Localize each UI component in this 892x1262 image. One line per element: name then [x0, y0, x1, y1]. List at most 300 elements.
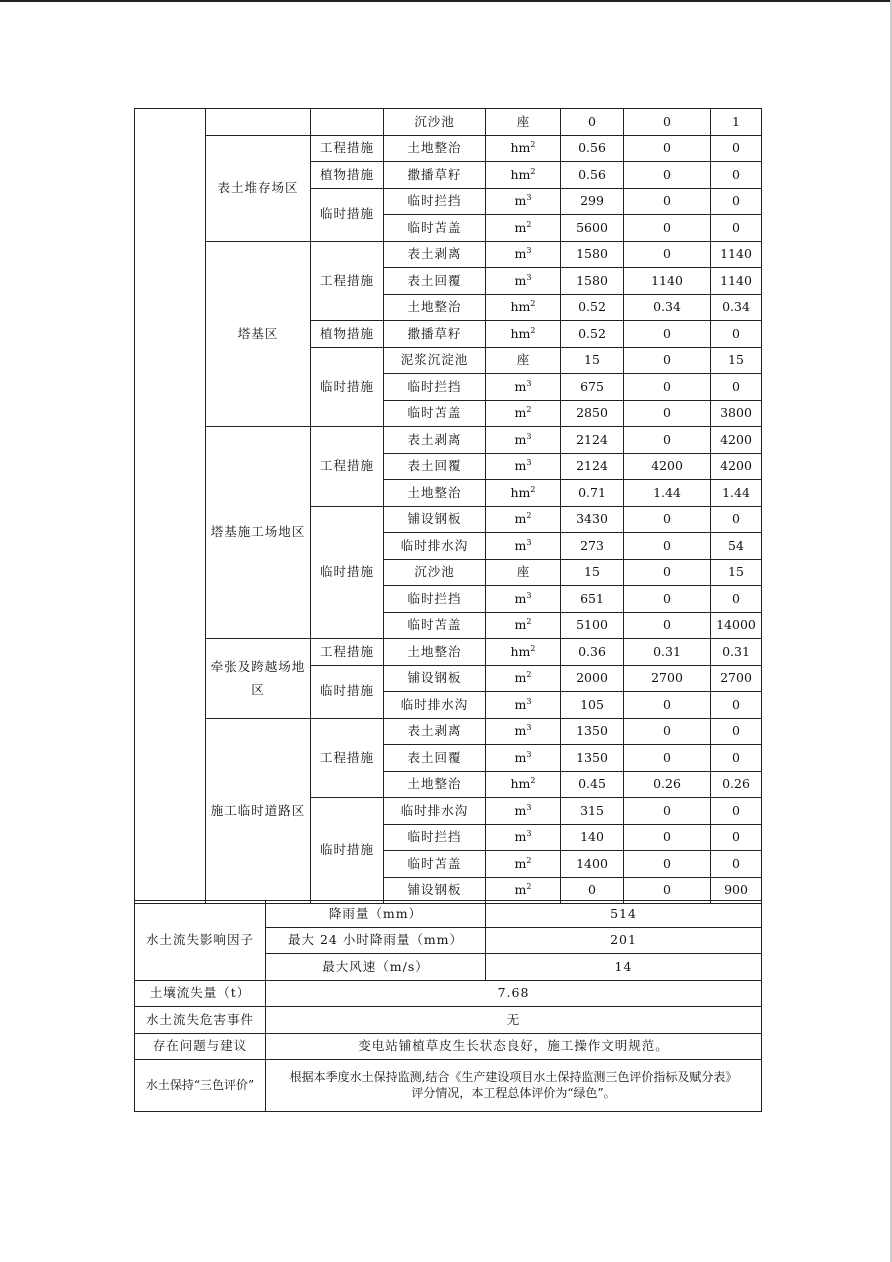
area-label: 表土堆存场区 — [217, 179, 299, 195]
hazard-label: 水土流失危害事件 — [135, 1007, 266, 1034]
unit-label: m — [514, 802, 527, 818]
item-cell — [384, 162, 486, 189]
item-label: 撒播草籽 — [407, 325, 462, 341]
unit-label: 座 — [516, 352, 530, 368]
area-cell — [206, 109, 311, 136]
value-text: 2700 — [720, 670, 752, 686]
factor-name: 最大风速（m/s） — [266, 954, 486, 981]
unit-cell — [486, 745, 561, 772]
measure-type-cell — [311, 321, 384, 348]
value-cell — [711, 215, 762, 242]
unit-cell — [486, 400, 561, 427]
value-text: 0.26 — [653, 776, 681, 792]
value-cell — [711, 718, 762, 745]
unit-cell — [486, 427, 561, 454]
item-label: 土地整治 — [407, 484, 462, 500]
value-cell — [624, 109, 711, 136]
measure-type-cell — [311, 241, 384, 321]
table-row — [135, 427, 762, 454]
value-cell — [711, 745, 762, 772]
value-text: 0.56 — [578, 140, 606, 156]
item-label: 临时排水沟 — [400, 802, 469, 818]
unit-exponent: 2 — [526, 882, 532, 892]
value-cell — [624, 824, 711, 851]
item-label: 表土回覆 — [407, 458, 462, 474]
unit-label: m — [514, 855, 527, 871]
issues-label: 存在问题与建议 — [135, 1033, 266, 1060]
value-cell — [561, 109, 624, 136]
value-text: 0 — [732, 378, 740, 394]
unit-exponent: 2 — [530, 325, 536, 335]
value-cell — [624, 400, 711, 427]
value-text: 900 — [724, 882, 748, 898]
area-label: 牵张及跨越场地区 — [210, 658, 306, 698]
unit-label: m — [514, 882, 527, 898]
value-cell — [624, 135, 711, 162]
value-cell — [624, 533, 711, 560]
item-cell — [384, 400, 486, 427]
value-text: 0.31 — [653, 643, 681, 659]
measure-type-label: 工程措施 — [319, 140, 374, 156]
unit-exponent: 3 — [526, 829, 532, 839]
value-cell — [624, 692, 711, 719]
value-text: 0 — [663, 829, 671, 845]
soil-loss-value: 7.68 — [266, 980, 762, 1007]
value-cell — [561, 533, 624, 560]
item-cell — [384, 665, 486, 692]
value-text: 0 — [663, 564, 671, 580]
value-cell — [624, 851, 711, 878]
unit-label: m — [514, 193, 527, 209]
unit-label: hm — [510, 140, 531, 156]
value-cell — [624, 718, 711, 745]
measure-type-cell — [311, 162, 384, 189]
value-cell — [711, 135, 762, 162]
unit-label: hm — [510, 325, 531, 341]
value-text: 1350 — [576, 749, 608, 765]
unit-label: m — [514, 405, 527, 421]
value-text: 0.26 — [722, 776, 750, 792]
page-top-border — [0, 0, 892, 2]
value-cell — [561, 241, 624, 268]
item-cell — [384, 480, 486, 507]
unit-cell — [486, 559, 561, 586]
evaluation-line-2: 评分情况，本工程总体评价为“绿色”。 — [411, 1085, 616, 1100]
area-cell — [206, 135, 311, 241]
measure-type-cell — [311, 427, 384, 507]
item-cell — [384, 241, 486, 268]
unit-exponent: 2 — [530, 484, 536, 494]
value-text: 0 — [663, 855, 671, 871]
measures-table — [134, 108, 762, 904]
value-cell — [711, 427, 762, 454]
unit-label: m — [514, 723, 527, 739]
value-text: 1140 — [651, 272, 683, 288]
value-text: 0 — [663, 113, 671, 129]
value-cell — [711, 453, 762, 480]
value-text: 1400 — [576, 855, 608, 871]
value-cell — [561, 639, 624, 666]
value-text: 1580 — [576, 246, 608, 262]
value-cell — [561, 347, 624, 374]
value-text: 1140 — [720, 272, 752, 288]
item-label: 土地整治 — [407, 299, 462, 315]
value-text: 1580 — [576, 272, 608, 288]
value-cell — [561, 162, 624, 189]
value-cell — [624, 612, 711, 639]
value-cell — [561, 798, 624, 825]
unit-exponent: 2 — [526, 855, 532, 865]
value-text: 0 — [732, 696, 740, 712]
unit-label: m — [514, 590, 527, 606]
table-row — [135, 241, 762, 268]
item-label: 铺设钢板 — [407, 670, 462, 686]
measure-type-label: 植物措施 — [319, 166, 374, 182]
value-cell — [624, 453, 711, 480]
value-cell — [561, 771, 624, 798]
value-text: 0 — [732, 829, 740, 845]
item-cell — [384, 745, 486, 772]
table-row — [135, 639, 762, 666]
value-text: 0 — [732, 219, 740, 235]
value-text: 14000 — [716, 617, 756, 633]
value-text: 1140 — [720, 246, 752, 262]
measure-type-label: 工程措施 — [319, 458, 374, 474]
item-cell — [384, 586, 486, 613]
value-text: 0.36 — [578, 643, 606, 659]
value-text: 299 — [580, 193, 604, 209]
value-cell — [624, 798, 711, 825]
area-label: 塔基施工场地区 — [210, 524, 306, 540]
item-cell — [384, 188, 486, 215]
area-label: 施工临时道路区 — [210, 802, 306, 818]
value-cell — [624, 188, 711, 215]
value-text: 2124 — [576, 431, 608, 447]
unit-cell — [486, 851, 561, 878]
value-text: 15 — [584, 352, 600, 368]
value-cell — [711, 586, 762, 613]
value-cell — [711, 533, 762, 560]
value-text: 15 — [584, 564, 600, 580]
value-cell — [711, 294, 762, 321]
unit-cell — [486, 506, 561, 533]
area-label: 塔基区 — [237, 325, 279, 341]
value-text: 0 — [663, 696, 671, 712]
value-cell — [711, 321, 762, 348]
value-cell — [711, 109, 762, 136]
value-text: 0 — [732, 511, 740, 527]
value-cell — [711, 162, 762, 189]
value-text: 0 — [732, 325, 740, 341]
value-text: 2000 — [576, 670, 608, 686]
value-cell — [624, 294, 711, 321]
table-row — [135, 109, 762, 136]
unit-exponent: 3 — [526, 590, 532, 600]
value-text: 0 — [663, 882, 671, 898]
unit-label: m — [514, 749, 527, 765]
area-cell — [206, 718, 311, 904]
unit-cell — [486, 480, 561, 507]
item-cell — [384, 824, 486, 851]
value-cell — [711, 241, 762, 268]
unit-exponent: 3 — [526, 696, 532, 706]
value-text: 0 — [663, 325, 671, 341]
measure-type-cell — [311, 798, 384, 904]
unit-exponent: 2 — [526, 670, 532, 680]
item-label: 泥浆沉淀池 — [400, 352, 469, 368]
item-label: 土地整治 — [407, 776, 462, 792]
value-cell — [624, 374, 711, 401]
value-cell — [561, 824, 624, 851]
value-cell — [561, 559, 624, 586]
unit-cell — [486, 771, 561, 798]
value-cell — [624, 321, 711, 348]
value-text: 0 — [663, 166, 671, 182]
measure-type-label: 工程措施 — [319, 272, 374, 288]
value-text: 0.52 — [578, 325, 606, 341]
unit-cell — [486, 241, 561, 268]
value-cell — [561, 718, 624, 745]
item-cell — [384, 427, 486, 454]
unit-cell — [486, 453, 561, 480]
measure-type-label: 临时措施 — [319, 842, 374, 858]
value-text: 4200 — [720, 458, 752, 474]
unit-label: m — [514, 511, 527, 527]
unit-exponent: 3 — [526, 537, 532, 547]
evaluation-value — [266, 1060, 762, 1112]
measure-type-label: 工程措施 — [319, 749, 374, 765]
value-text: 105 — [580, 696, 604, 712]
value-text: 0 — [663, 219, 671, 235]
value-cell — [561, 135, 624, 162]
value-cell — [711, 480, 762, 507]
value-text: 1.44 — [722, 484, 750, 500]
unit-cell — [486, 268, 561, 295]
unit-cell — [486, 294, 561, 321]
unit-label: m — [514, 431, 527, 447]
blank-cell — [135, 109, 206, 904]
area-cell — [206, 427, 311, 639]
value-text: 0 — [663, 352, 671, 368]
value-cell — [561, 268, 624, 295]
value-text: 0 — [663, 590, 671, 606]
item-cell — [384, 109, 486, 136]
value-text: 2850 — [576, 405, 608, 421]
unit-cell — [486, 798, 561, 825]
item-label: 临时苫盖 — [407, 855, 462, 871]
unit-exponent: 3 — [526, 749, 532, 759]
value-text: 1350 — [576, 723, 608, 739]
value-cell — [711, 559, 762, 586]
item-label: 临时排水沟 — [400, 537, 469, 553]
value-cell — [561, 745, 624, 772]
value-text: 675 — [580, 378, 604, 394]
value-text: 0 — [663, 405, 671, 421]
item-cell — [384, 533, 486, 560]
item-cell — [384, 692, 486, 719]
value-text: 3800 — [720, 405, 752, 421]
unit-exponent: 2 — [526, 405, 532, 415]
measure-type-cell — [311, 109, 384, 136]
value-cell — [711, 851, 762, 878]
unit-exponent: 2 — [530, 643, 536, 653]
measure-type-cell — [311, 188, 384, 241]
value-cell — [711, 188, 762, 215]
value-cell — [561, 215, 624, 242]
value-text: 0 — [663, 617, 671, 633]
measure-type-label: 临时措施 — [319, 378, 374, 394]
unit-exponent: 2 — [530, 140, 536, 150]
value-text: 0.56 — [578, 166, 606, 182]
unit-label: m — [514, 617, 527, 633]
value-cell — [711, 798, 762, 825]
value-cell — [711, 692, 762, 719]
unit-exponent: 3 — [526, 246, 532, 256]
value-cell — [561, 374, 624, 401]
value-text: 0 — [663, 511, 671, 527]
unit-label: hm — [510, 776, 531, 792]
measure-type-cell — [311, 718, 384, 798]
unit-cell — [486, 824, 561, 851]
item-cell — [384, 453, 486, 480]
unit-cell — [486, 639, 561, 666]
value-text: 0 — [663, 140, 671, 156]
unit-exponent: 2 — [526, 617, 532, 627]
item-label: 撒播草籽 — [407, 166, 462, 182]
measure-type-label: 临时措施 — [319, 683, 374, 699]
value-cell — [624, 771, 711, 798]
unit-label: m — [514, 246, 527, 262]
value-text: 15 — [728, 564, 744, 580]
unit-exponent: 3 — [526, 458, 532, 468]
unit-label: 座 — [516, 564, 530, 580]
unit-cell — [486, 188, 561, 215]
value-cell — [624, 639, 711, 666]
item-cell — [384, 374, 486, 401]
item-cell — [384, 559, 486, 586]
value-cell — [711, 506, 762, 533]
value-cell — [561, 427, 624, 454]
unit-label: 座 — [516, 113, 530, 129]
value-cell — [624, 427, 711, 454]
measure-type-cell — [311, 639, 384, 666]
hazard-value: 无 — [266, 1007, 762, 1034]
item-cell — [384, 321, 486, 348]
value-cell — [561, 586, 624, 613]
factors-label: 水土流失影响因子 — [135, 901, 266, 981]
value-text: 0.52 — [578, 299, 606, 315]
value-text: 0 — [663, 378, 671, 394]
value-text: 0.34 — [722, 299, 750, 315]
value-cell — [624, 162, 711, 189]
item-cell — [384, 771, 486, 798]
value-cell — [561, 612, 624, 639]
item-cell — [384, 268, 486, 295]
value-text: 315 — [580, 802, 604, 818]
soil-loss-label: 土壤流失量（t） — [135, 980, 266, 1007]
unit-label: hm — [510, 643, 531, 659]
measure-type-label: 植物措施 — [319, 325, 374, 341]
item-label: 临时拦挡 — [407, 378, 462, 394]
value-cell — [711, 639, 762, 666]
evaluation-label: 水土保持“三色评价” — [135, 1060, 266, 1112]
value-cell — [624, 559, 711, 586]
value-text: 5100 — [576, 617, 608, 633]
unit-exponent: 2 — [530, 299, 536, 309]
value-text: 2124 — [576, 458, 608, 474]
issues-value: 变电站铺植草皮生长状态良好，施工操作文明规范。 — [266, 1033, 762, 1060]
value-text: 4200 — [651, 458, 683, 474]
value-text: 1 — [732, 113, 740, 129]
factor-name: 最大 24 小时降雨量（mm） — [266, 927, 486, 954]
measure-type-cell — [311, 135, 384, 162]
item-cell — [384, 612, 486, 639]
value-text: 0 — [663, 749, 671, 765]
item-cell — [384, 215, 486, 242]
unit-cell — [486, 135, 561, 162]
value-text: 0 — [663, 431, 671, 447]
item-label: 铺设钢板 — [407, 882, 462, 898]
measure-type-label: 工程措施 — [319, 643, 374, 659]
value-text: 15 — [728, 352, 744, 368]
unit-cell — [486, 321, 561, 348]
unit-label: m — [514, 378, 527, 394]
value-cell — [711, 400, 762, 427]
value-text: 0 — [663, 723, 671, 739]
item-label: 临时拦挡 — [407, 829, 462, 845]
item-cell — [384, 798, 486, 825]
unit-exponent: 3 — [526, 193, 532, 203]
item-label: 临时苫盖 — [407, 405, 462, 421]
unit-cell — [486, 347, 561, 374]
unit-label: m — [514, 829, 527, 845]
value-cell — [561, 321, 624, 348]
factor-value: 514 — [486, 901, 762, 928]
item-label: 临时苫盖 — [407, 617, 462, 633]
item-label: 表土回覆 — [407, 272, 462, 288]
unit-exponent: 3 — [526, 723, 532, 733]
item-cell — [384, 506, 486, 533]
value-cell — [624, 268, 711, 295]
item-label: 沉沙池 — [414, 113, 455, 129]
value-text: 0.71 — [578, 484, 606, 500]
unit-exponent: 2 — [526, 511, 532, 521]
unit-label: m — [514, 219, 527, 235]
area-cell — [206, 639, 311, 719]
unit-cell — [486, 215, 561, 242]
value-text: 273 — [580, 537, 604, 553]
unit-exponent: 3 — [526, 431, 532, 441]
item-label: 临时拦挡 — [407, 193, 462, 209]
value-text: 4200 — [720, 431, 752, 447]
factor-value: 14 — [486, 954, 762, 981]
unit-label: hm — [510, 484, 531, 500]
value-cell — [624, 241, 711, 268]
evaluation-line-1: 根据本季度水土保持监测,结合《生产建设项目水土保持监测三色评价指标及赋分表》 — [289, 1069, 738, 1084]
item-cell — [384, 135, 486, 162]
value-text: 3430 — [576, 511, 608, 527]
value-cell — [711, 771, 762, 798]
value-text: 0 — [732, 855, 740, 871]
value-cell — [561, 294, 624, 321]
value-text: 0 — [663, 537, 671, 553]
value-text: 2700 — [651, 670, 683, 686]
value-text: 0 — [588, 113, 596, 129]
value-text: 0 — [732, 140, 740, 156]
item-label: 表土剥离 — [407, 246, 462, 262]
unit-cell — [486, 109, 561, 136]
item-label: 铺设钢板 — [407, 511, 462, 527]
